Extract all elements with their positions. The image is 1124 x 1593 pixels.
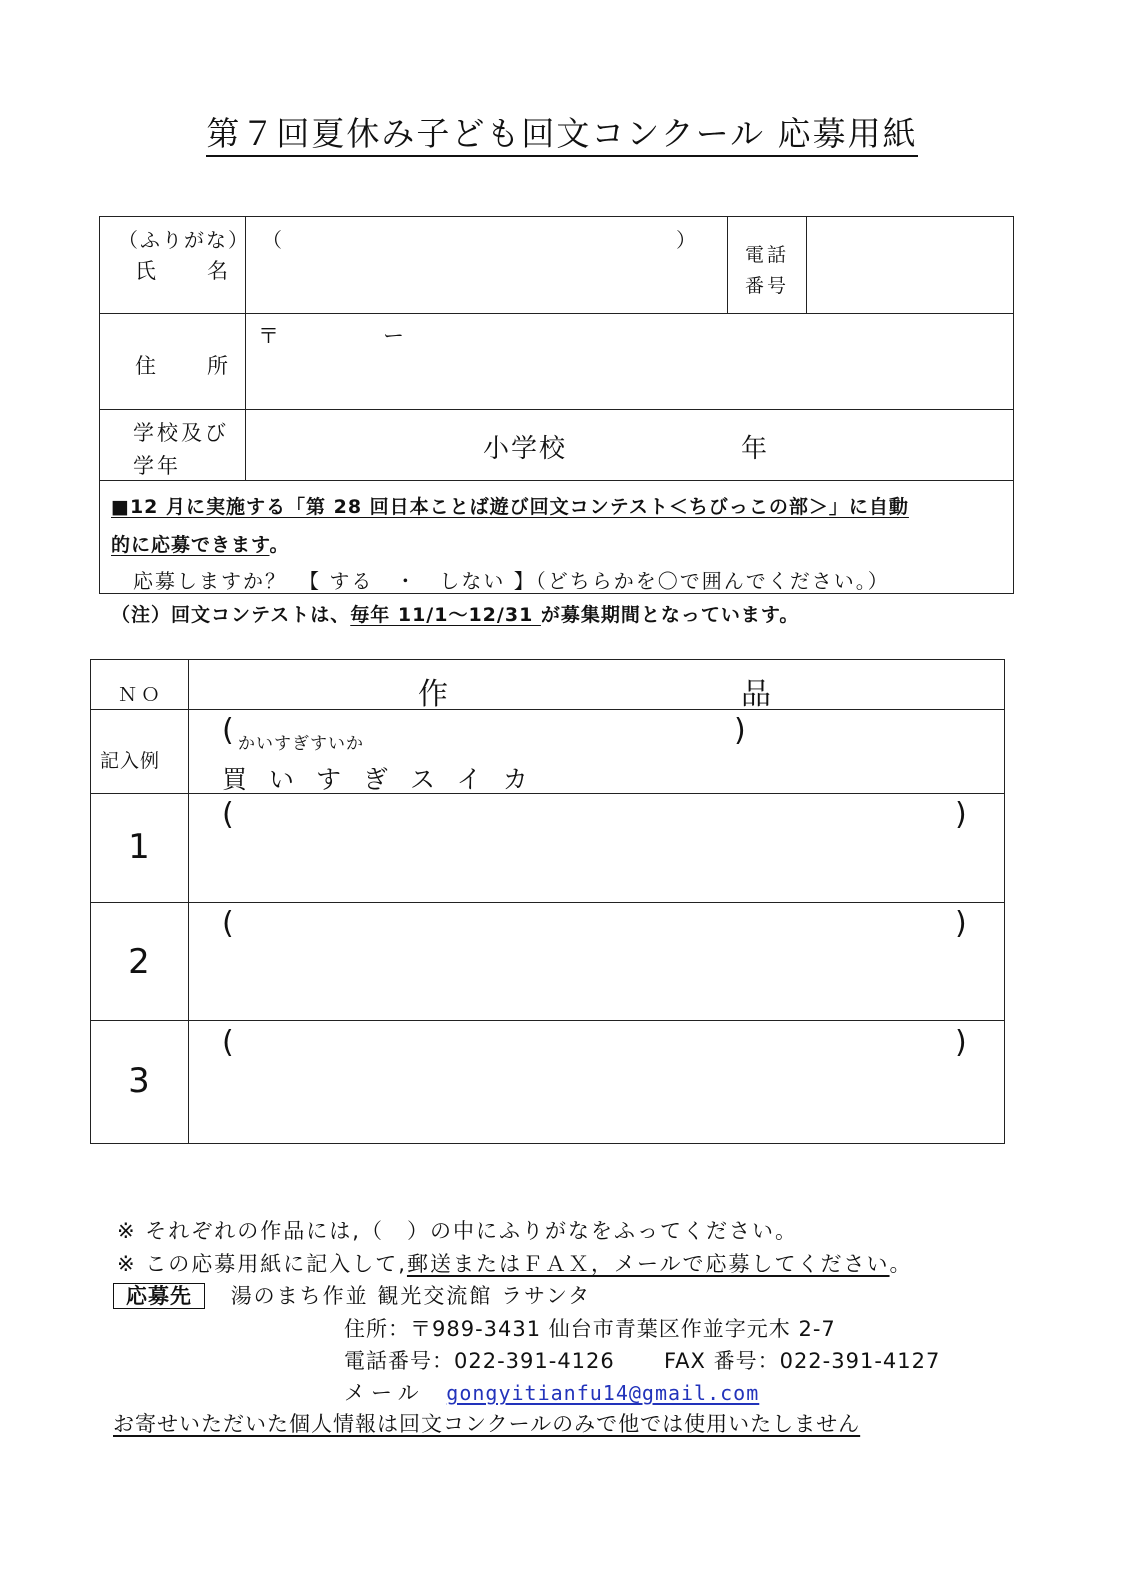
- row-divider: [90, 709, 1005, 710]
- example-reading: かいすぎすいか: [238, 734, 364, 754]
- column-divider: [245, 216, 246, 480]
- phone-field[interactable]: [812, 222, 1008, 308]
- grade-word: 年: [741, 434, 768, 464]
- name-field[interactable]: [262, 246, 717, 306]
- mail-label: メール: [344, 1381, 425, 1405]
- row-divider: [90, 1020, 1005, 1021]
- address-label: 住 所: [135, 354, 231, 378]
- school-label-line1: 学校及び: [133, 421, 229, 445]
- school-label-line2: 学年: [133, 454, 181, 478]
- example-label: 記入例: [100, 750, 161, 772]
- contest-notice-line1: ■12 月に実施する「第 28 回日本ことば遊び回文コンテスト＜ちびっこの部＞」に自動: [111, 496, 909, 518]
- destination-name: 湯のまち作並 観光交流館 ラサンタ: [230, 1284, 592, 1308]
- destination-phone: 電話番号：022-391-4126: [344, 1349, 615, 1373]
- furigana-label: （ふりがな）: [118, 228, 250, 252]
- row-number-3: 3: [128, 1061, 150, 1101]
- row-number-1: 1: [128, 827, 150, 867]
- phone-label-line2: 番号: [745, 275, 790, 297]
- school-field[interactable]: [252, 414, 1008, 476]
- destination-mail-row: [344, 1377, 759, 1407]
- row-3-close-paren: ): [955, 1025, 967, 1060]
- address-field[interactable]: [252, 318, 1008, 404]
- row-3-open-paren: (: [222, 1025, 234, 1060]
- privacy-note: お寄せいただいた個人情報は回文コンクールのみで他では使用いたしません: [113, 1412, 861, 1436]
- row-2-close-paren: ): [955, 906, 967, 941]
- apply-question[interactable]: 応募しますか？ 【 する ・ しない 】（どちらかを〇で囲んでください。）: [133, 569, 890, 593]
- row-number-2: 2: [128, 942, 150, 982]
- destination-label: 応募先: [113, 1283, 205, 1309]
- page-title: 第７回夏休み子ども回文コンクール 応募用紙: [0, 108, 1124, 155]
- work-entry-field-2[interactable]: [196, 908, 998, 1014]
- name-label: 氏 名: [135, 259, 231, 283]
- destination-line: [113, 1280, 591, 1310]
- no-header: ＮＯ: [118, 684, 165, 706]
- row-1-open-paren: (: [222, 797, 234, 832]
- example-text: 買いすぎスイカ: [222, 765, 550, 794]
- work-entry-field-1[interactable]: [196, 800, 998, 896]
- furigana-instruction: ※ それぞれの作品には,（ ）の中にふりがなをふってください。: [117, 1219, 798, 1243]
- work-header-char1: 作: [418, 677, 448, 712]
- contest-notice-line2: 的に応募できます。: [111, 534, 290, 556]
- column-divider: [806, 216, 807, 313]
- example-close-paren: ): [734, 713, 746, 748]
- work-entry-field-3[interactable]: [196, 1026, 998, 1138]
- mail-link[interactable]: gongyitianfu14@gmail.com: [446, 1381, 760, 1405]
- postal-dash: ー: [383, 324, 407, 348]
- postal-mark: 〒: [258, 324, 282, 348]
- furigana-close-paren: ）: [676, 228, 696, 252]
- phone-label-line1: 電話: [745, 244, 790, 266]
- example-open-paren: (: [222, 713, 234, 748]
- row-divider: [99, 313, 1014, 314]
- row-divider: [99, 409, 1014, 410]
- work-header-char2: 品: [741, 677, 771, 712]
- furigana-open-paren: （: [262, 228, 282, 252]
- row-divider: [90, 902, 1005, 903]
- period-note: （注）回文コンテストは、毎年 11/1～12/31 が募集期間となっています。: [111, 604, 800, 626]
- row-2-open-paren: (: [222, 906, 234, 941]
- submission-instruction: ※ この応募用紙に記入して,郵送またはＦＡＸ，メールで応募してください。: [117, 1252, 913, 1276]
- row-divider: [99, 480, 1014, 481]
- row-1-close-paren: ): [955, 797, 967, 832]
- column-divider: [727, 216, 728, 313]
- destination-address: 住所：〒989-3431 仙台市青葉区作並字元木 2-7: [344, 1317, 836, 1341]
- destination-fax: FAX 番号：022-391-4127: [664, 1349, 941, 1373]
- school-word: 小学校: [483, 434, 568, 464]
